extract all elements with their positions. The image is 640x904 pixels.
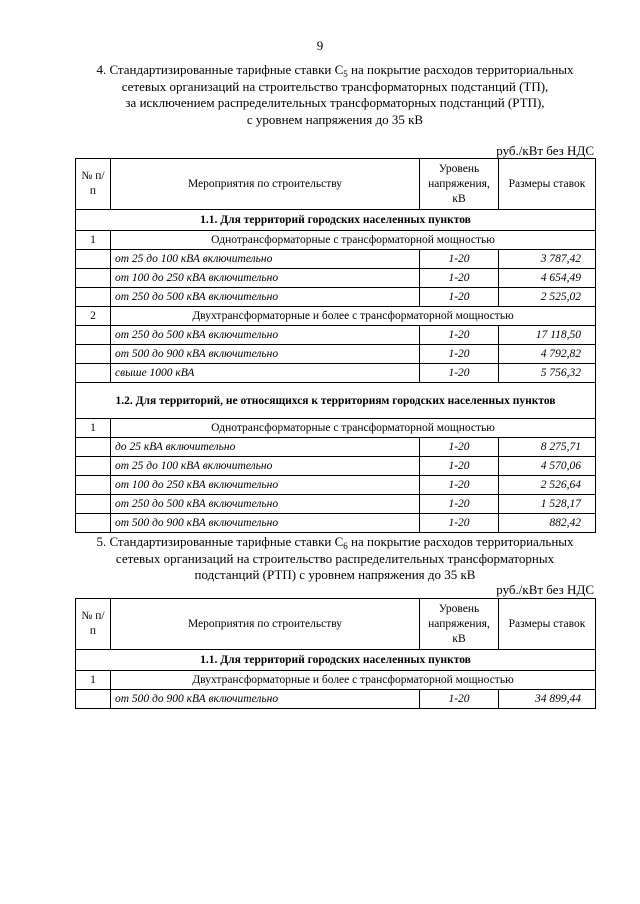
- row-level: 1-20: [420, 438, 499, 457]
- empty-cell: [76, 364, 111, 383]
- category-label: Двухтрансформаторные и более с трансформаторной мощностью: [111, 307, 596, 326]
- row-label: от 250 до 500 кВА включительно: [111, 288, 420, 307]
- row-label: от 25 до 100 кВА включительно: [111, 457, 420, 476]
- group-title: 1.2. Для территорий, не относящихся к территориям городских населенных пунктов: [76, 383, 596, 419]
- row-level: 1-20: [420, 495, 499, 514]
- section-4-units: руб./кВт без НДС: [496, 143, 594, 158]
- row-level: 1-20: [420, 269, 499, 288]
- header-level: Уровень напряжения, кВ: [420, 159, 499, 210]
- row-level: 1-20: [420, 364, 499, 383]
- section-5-title-line-1: 5. Стандартизированные тарифные ставки $С_6$ на покрытие расходов территориальных: [96, 534, 574, 551]
- empty-cell: [76, 690, 111, 709]
- group-row: [76, 650, 596, 671]
- row-rate: 5 756,32: [499, 364, 596, 383]
- table-row: [76, 364, 596, 383]
- row-rate: 2 526,64: [499, 476, 596, 495]
- category-row: [76, 231, 596, 250]
- empty-cell: [76, 476, 111, 495]
- row-rate: 4 792,82: [499, 345, 596, 364]
- section-5-title-line-3: подстанций (РТП) с уровнем напряжения до 35 кВ: [194, 567, 476, 582]
- row-label: от 500 до 900 кВА включительно: [111, 514, 420, 533]
- section-4-title-line-2: сетевых организаций на строительство трансформаторных подстанций (ТП),: [121, 78, 549, 94]
- table-row: [76, 326, 596, 345]
- section-5-table: [75, 598, 596, 709]
- table-row: [76, 250, 596, 269]
- group-row: [76, 210, 596, 231]
- section-5-title: [70, 534, 600, 584]
- table-row: [76, 495, 596, 514]
- empty-cell: [76, 326, 111, 345]
- category-num: 1: [76, 231, 111, 250]
- row-label: от 250 до 500 кВА включительно: [111, 326, 420, 345]
- group-title: 1.1. Для территорий городских населенных пунктов: [76, 650, 596, 671]
- category-num: 1: [76, 419, 111, 438]
- table-row: [76, 690, 596, 709]
- row-label: от 25 до 100 кВА включительно: [111, 250, 420, 269]
- table-header-row: [76, 599, 596, 650]
- empty-cell: [76, 269, 111, 288]
- row-label: от 500 до 900 кВА включительно: [111, 345, 420, 364]
- row-rate: 882,42: [499, 514, 596, 533]
- empty-cell: [76, 495, 111, 514]
- row-rate: 17 118,50: [499, 326, 596, 345]
- row-level: 1-20: [420, 250, 499, 269]
- row-rate: 3 787,42: [499, 250, 596, 269]
- category-label: Однотрансформаторные с трансформаторной мощностью: [111, 419, 596, 438]
- category-label: Двухтрансформаторные и более с трансформаторной мощностью: [111, 671, 596, 690]
- header-num: № п/п: [76, 599, 111, 650]
- row-level: 1-20: [420, 457, 499, 476]
- row-rate: 1 528,17: [499, 495, 596, 514]
- row-rate: 8 275,71: [499, 438, 596, 457]
- row-rate: 4 570,06: [499, 457, 596, 476]
- header-level: Уровень напряжения, кВ: [420, 599, 499, 650]
- row-label: от 100 до 250 кВА включительно: [111, 269, 420, 288]
- row-level: 1-20: [420, 326, 499, 345]
- group-row: [76, 383, 596, 419]
- row-label: от 500 до 900 кВА включительно: [111, 690, 420, 709]
- empty-cell: [76, 514, 111, 533]
- empty-cell: [76, 345, 111, 364]
- empty-cell: [76, 438, 111, 457]
- empty-cell: [76, 457, 111, 476]
- section-4-title: [70, 62, 600, 128]
- category-row: [76, 307, 596, 326]
- table-row: [76, 438, 596, 457]
- row-label: до 25 кВА включительно: [111, 438, 420, 457]
- table-row: [76, 269, 596, 288]
- header-rates: Размеры ставок: [499, 599, 596, 650]
- category-num: 2: [76, 307, 111, 326]
- table-row: [76, 288, 596, 307]
- page-number: 9: [316, 38, 324, 53]
- section-4-title-line-4: с уровнем напряжения до 35 кВ: [246, 111, 424, 127]
- header-rates: Размеры ставок: [499, 159, 596, 210]
- row-rate: 4 654,49: [499, 269, 596, 288]
- row-label: свыше 1000 кВА: [111, 364, 420, 383]
- row-rate: 2 525,02: [499, 288, 596, 307]
- row-label: от 250 до 500 кВА включительно: [111, 495, 420, 514]
- table-row: [76, 457, 596, 476]
- row-level: 1-20: [420, 690, 499, 709]
- table-header-row: [76, 159, 596, 210]
- header-measures: Мероприятия по строительству: [111, 599, 420, 650]
- section-4-title-line-3: за исключением распределительных трансформаторных подстанций (РТП),: [125, 95, 545, 110]
- row-level: 1-20: [420, 288, 499, 307]
- row-label: от 100 до 250 кВА включительно: [111, 476, 420, 495]
- row-rate: 34 899,44: [499, 690, 596, 709]
- section-5-title-line-2: сетевых организаций на строительство распределительных трансформаторных: [115, 550, 555, 566]
- table-row: [76, 476, 596, 495]
- category-row: [76, 671, 596, 690]
- section-5-units: руб./кВт без НДС: [496, 582, 594, 597]
- row-level: 1-20: [420, 514, 499, 533]
- row-level: 1-20: [420, 345, 499, 364]
- header-measures: Мероприятия по строительству: [111, 159, 420, 210]
- header-num: № п/п: [76, 159, 111, 210]
- section-4-title-line-1: 4. Стандартизированные тарифные ставки $С_5$ на покрытие расходов территориальных: [96, 62, 574, 79]
- group-title: 1.1. Для территорий городских населенных пунктов: [76, 210, 596, 231]
- section-4-table: [75, 158, 596, 533]
- row-level: 1-20: [420, 476, 499, 495]
- empty-cell: [76, 288, 111, 307]
- table-row: [76, 345, 596, 364]
- table-row: [76, 514, 596, 533]
- category-label: Однотрансформаторные с трансформаторной мощностью: [111, 231, 596, 250]
- category-row: [76, 419, 596, 438]
- category-num: 1: [76, 671, 111, 690]
- empty-cell: [76, 250, 111, 269]
